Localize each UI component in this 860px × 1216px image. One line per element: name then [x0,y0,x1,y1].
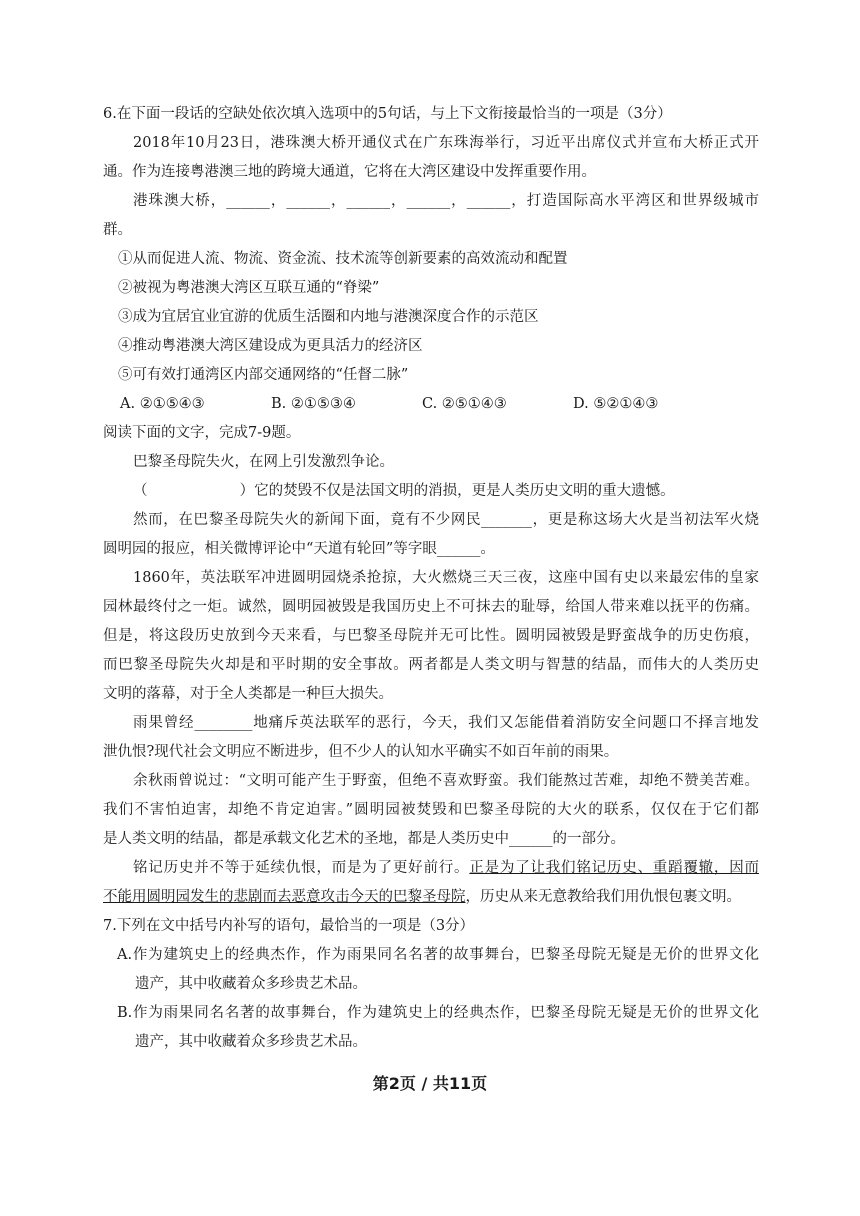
question-6-title: 6.在下面一段话的空缺处依次填入选项中的5句话，与上下文衔接最恰当的一项是（3分） [103,106,672,122]
paragraph-line: 港珠澳大桥，______，______，______，______，______，打造国际高水平湾区和世界级城市 [133,193,759,209]
paragraph-line: 是人类文明的结晶，都是承载文化艺术的圣地，都是人类历史中______的一部分。 [103,831,625,847]
paragraph-line [103,883,759,912]
paragraph-line: 巴黎圣母院失火，在网上引发激烈争论。 [133,454,394,470]
sentence-item: ④推动粤港澳大湾区建设成为更具活力的经济区 [118,338,423,354]
choice-d: D. ⑤②①④③ [573,396,659,412]
sentence-item: ③成为宜居宜业宜游的优质生活圈和内地与港澳深度合作的示范区 [118,309,539,325]
underlined-sentence: 正是为了让我们铭记历史、重蹈覆辙，因而 [469,860,759,876]
paragraph-line: 而巴黎圣母院失火却是和平时期的安全事故。两者都是人类文明与智慧的结晶，而伟大的人类历史 [103,657,759,673]
paragraph-line: 文明的落幕，对于全人类都是一种巨大损失。 [103,686,393,702]
option-a-line: 遗产，其中收藏着众多珍贵艺术品。 [135,976,367,992]
paragraph-line: 1860年，英法联军冲进圆明园烧杀抢掠，大火燃烧三天三夜，这座中国有史以来最宏伟的皇家 [133,570,759,586]
paragraph-line: 园林最终付之一炬。诚然，圆明园被毁是我国历史上不可抹去的耻辱，给国人带来难以抚平的伤痛。 [103,599,759,615]
text-span: ，历史从来无意教给我们用仇恨包裹文明。 [465,889,741,905]
option-b-line: B.作为雨果同名名著的故事舞台，作为建筑史上的经典杰作，巴黎圣母院无疑是无价的世界文化 [117,1005,759,1021]
paragraph-line: 2018年10月23日，港珠澳大桥开通仪式在广东珠海举行，习近平出席仪式并宣布大桥正式开 [133,135,759,151]
underlined-sentence: 不能用圆明园发生的悲剧而去恶意攻击今天的巴黎圣母院 [103,889,466,905]
paragraph-line: 余秋雨曾说过：“文明可能产生于野蛮，但绝不喜欢野蛮。我们能熬过苦难，却绝不赞美苦难。 [133,773,759,789]
paragraph-line: （ ）它的焚毁不仅是法国文明的消损，更是人类历史文明的重大遗憾。 [133,483,675,499]
paragraph-line: 然而，在巴黎圣母院失火的新闻下面，竟有不少网民_______，更是称这场大火是当初法军火烧 [133,512,759,528]
sentence-item: ⑤可有效打通湾区内部交通网络的“任督二脉” [118,367,409,383]
option-a-line: A.作为建筑史上的经典杰作，作为雨果同名名著的故事舞台，巴黎圣母院无疑是无价的世界文化 [117,947,759,963]
paragraph-line [103,854,759,883]
paragraph-line: 圆明园的报应，相关微博评论中“天道有轮回”等字眼______。 [103,541,495,557]
paragraph-line: 群。 [103,222,132,238]
text-span: 铭记历史并不等于延续仇恨，而是为了更好前行。 [133,860,470,876]
paragraph-line: 我们不害怕迫害，却绝不肯定迫害。”圆明园被焚毁和巴黎圣母院的大火的联系，仅仅在于它们都 [103,802,759,818]
answer-choices [103,390,759,419]
choice-c: C. ②⑤①④③ [422,396,507,412]
choice-a: A. ②①⑤④③ [120,396,205,412]
paragraph-line: 通。作为连接粤港澳三地的跨境大通道，它将在大湾区建设中发挥重要作用。 [103,164,596,180]
reading-intro: 阅读下面的文字，完成7-9题。 [103,425,301,441]
sentence-item: ①从而促进人流、物流、资金流、技术流等创新要素的高效流动和配置 [118,251,568,267]
page-content [103,100,759,1057]
choice-b: B. ②①⑤③④ [271,396,356,412]
question-7-title: 7.下列在文中括号内补写的语句，最恰当的一项是（3分） [103,918,475,934]
option-b-line: 遗产，其中收藏着众多珍贵艺术品。 [135,1034,367,1050]
paragraph-line: 但是，将这段历史放到今天来看，与巴黎圣母院并无可比性。圆明园被毁是野蛮战争的历史伤痕， [103,628,759,644]
paragraph-line: 泄仇恨?现代社会文明应不断进步，但不少人的认知水平确实不如百年前的雨果。 [103,744,619,760]
paragraph-line: 雨果曾经________地痛斥英法联军的恶行，今天，我们又怎能借着消防安全问题口不择言地发 [133,715,759,731]
sentence-item: ②被视为粤港澳大湾区互联互通的“脊梁” [118,280,380,296]
page-footer: 第2页 / 共11页 [372,1074,488,1093]
